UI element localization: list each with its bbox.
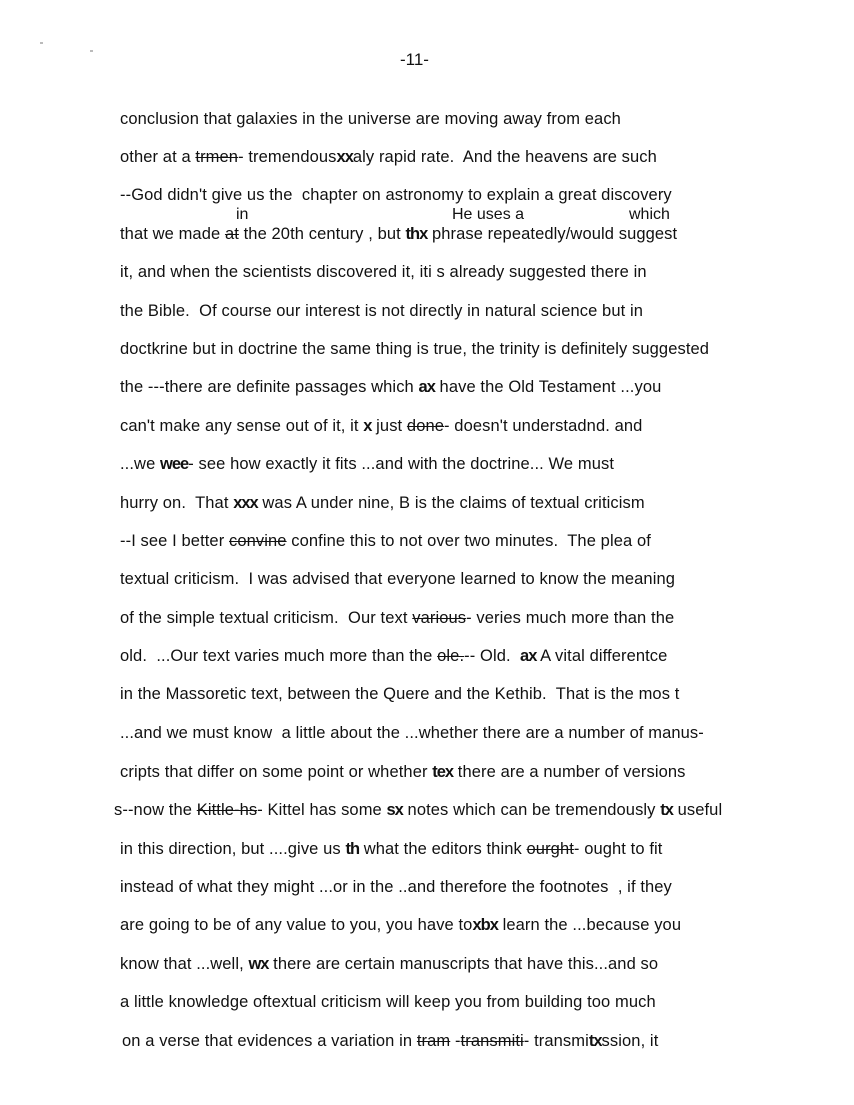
text-line — [120, 532, 651, 551]
text-line — [114, 801, 722, 820]
text-segment: - tremendous — [238, 148, 337, 166]
text-segment: conclusion that galaxies in the universe are moving away from each — [120, 110, 621, 128]
text-segment: was A under nine, B is the claims of textual criticism — [257, 494, 645, 512]
text-segment: there are certain manuscripts that have this...and so — [268, 955, 659, 973]
overtyped-text: tx — [588, 1032, 602, 1050]
overtyped-text: sx — [386, 801, 403, 819]
overtyped-text: wx — [248, 955, 269, 973]
overtyped-text: ax — [418, 378, 435, 396]
overtyped-text: th — [345, 840, 360, 858]
text-line — [120, 878, 672, 897]
text-segment: useful — [672, 801, 723, 819]
text-line — [120, 916, 681, 935]
text-segment: know that ...well, — [120, 955, 249, 973]
text-segment: learn the ...because you — [497, 916, 682, 934]
text-segment: that we made — [120, 225, 225, 243]
text-segment: of the simple textual criticism. Our text — [120, 609, 413, 627]
struck-text: convine — [229, 532, 287, 550]
text-line — [120, 685, 679, 704]
overtyped-text: ax — [520, 647, 537, 665]
text-segment: doctkrine but in doctrine the same thing is true, the trinity is definitely suggested — [120, 340, 710, 358]
text-segment: on a verse that evidences a variation in — [122, 1032, 417, 1050]
overtyped-text: x — [363, 417, 372, 435]
text-segment: - — [450, 1032, 461, 1050]
scan-speck — [90, 50, 93, 52]
text-line — [120, 840, 662, 859]
text-line — [120, 110, 621, 129]
text-line — [120, 763, 686, 782]
text-segment: the 20th century , but — [238, 225, 406, 243]
text-line — [120, 378, 661, 397]
text-line — [122, 1032, 658, 1051]
interlinear-insertion: He uses a — [452, 206, 525, 223]
text-line — [120, 955, 658, 974]
text-segment: ...we — [120, 455, 161, 473]
text-segment: the ---there are definite passages which — [120, 378, 419, 396]
text-segment: textual criticism. I was advised that everyone learned to know the meaning — [120, 570, 676, 588]
page-number: -11- — [400, 50, 429, 69]
overtyped-text: wee — [160, 455, 189, 473]
struck-text: at — [224, 225, 239, 243]
struck-text: tram — [416, 1032, 451, 1050]
text-segment: - ought to fit — [573, 840, 663, 858]
overtyped-text: xbx — [472, 916, 498, 934]
text-line — [120, 225, 677, 244]
interlinear-insertion: in — [236, 206, 249, 223]
overtyped-text: tx — [660, 801, 673, 819]
text-segment: - doesn't understadnd. and — [444, 417, 643, 435]
text-segment: -- Old. — [464, 647, 521, 665]
overtyped-text: tex — [432, 763, 454, 781]
text-segment: - transmi — [523, 1032, 589, 1050]
text-segment: A vital differentce — [536, 647, 668, 665]
text-segment: cripts that differ on some point or whether — [120, 763, 433, 781]
text-segment: there are a number of versions — [453, 763, 686, 781]
text-segment: ...and we must know a little about the ...whether there are a number of manus- — [120, 724, 704, 742]
text-line — [120, 609, 674, 628]
interlinear-insertion: which — [629, 206, 670, 223]
text-segment: instead of what they might ...or in the ..and therefore the footnotes , if they — [120, 878, 672, 896]
text-segment: in the Massoretic text, between the Quere and the Kethib. That is the mos t — [120, 685, 680, 703]
text-line — [120, 417, 642, 436]
text-line — [120, 340, 709, 359]
text-segment: it, and when the scientists discovered it, iti s already suggested there in — [120, 263, 647, 281]
text-line — [120, 647, 667, 666]
text-segment: what the editors think — [359, 840, 527, 858]
text-segment: have the Old Testament ...you — [434, 378, 662, 396]
text-segment: s--now the — [114, 801, 197, 819]
text-line — [120, 263, 647, 282]
text-segment: aly rapid rate. And the heavens are such — [352, 148, 657, 166]
text-line — [120, 993, 656, 1012]
overtyped-text: thx — [405, 225, 428, 243]
text-line — [120, 494, 645, 513]
text-line — [120, 570, 675, 589]
text-segment: - see how exactly it fits ...and with the doctrine... We must — [188, 455, 615, 473]
text-segment: just — [371, 417, 407, 435]
overtyped-text: xxx — [233, 494, 258, 512]
text-segment: confine this to not over two minutes. The plea of — [286, 532, 651, 550]
text-segment: other at a — [120, 148, 196, 166]
struck-text: Kittle-hs — [196, 801, 258, 819]
struck-text: ourght — [526, 840, 574, 858]
text-segment: --God didn't give us the chapter on astronomy to explain a great discovery — [120, 186, 672, 204]
struck-text: transmiti — [460, 1032, 524, 1050]
text-segment: are going to be of any value to you, you have to — [120, 916, 473, 934]
text-line — [120, 148, 657, 167]
struck-text: ole. — [437, 647, 465, 665]
text-segment: a little knowledge oftextual criticism will keep you from building too much — [120, 993, 656, 1011]
overtyped-text: xx — [336, 148, 353, 166]
text-segment: old. ...Our text varies much more than the — [120, 647, 438, 665]
text-segment: can't make any sense out of it, it — [120, 417, 364, 435]
text-segment: phrase repeatedly/would suggest — [427, 225, 678, 243]
text-line — [120, 724, 704, 743]
scan-speck — [40, 42, 43, 44]
text-segment: hurry on. That — [120, 494, 234, 512]
struck-text: done — [406, 417, 445, 435]
text-segment: --I see I better — [120, 532, 229, 550]
text-segment: - veries much more than the — [466, 609, 675, 627]
struck-text: various — [412, 609, 467, 627]
struck-text: trmen — [195, 148, 239, 166]
text-segment: - Kittel has some — [257, 801, 387, 819]
text-segment: notes which can be tremendously — [402, 801, 661, 819]
text-segment: ssion, it — [601, 1032, 659, 1050]
text-line — [120, 186, 672, 205]
text-line — [120, 455, 614, 474]
text-line — [120, 302, 643, 321]
text-segment: the Bible. Of course our interest is not directly in natural science but in — [120, 302, 644, 320]
text-segment: in this direction, but ....give us — [120, 840, 346, 858]
